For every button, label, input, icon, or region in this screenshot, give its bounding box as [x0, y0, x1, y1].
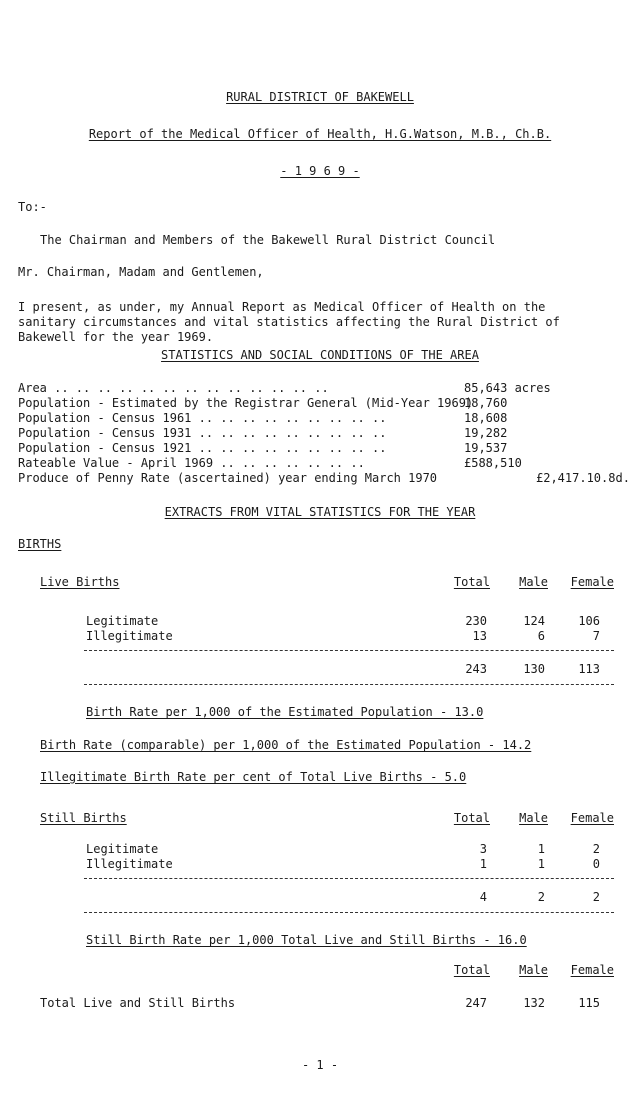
live-sum-female: 113 — [578, 662, 600, 676]
stat-label-area: Area .. .. .. .. .. .. .. .. .. .. .. .. .. — [18, 381, 329, 395]
live-rule-top — [84, 650, 614, 651]
combined-female: 115 — [578, 996, 600, 1010]
live-sum-male: 130 — [523, 662, 545, 676]
intro-line-1: I present, as under, my Annual Report as Medical Officer of Health on the — [18, 300, 546, 314]
still-sum-female: 2 — [592, 890, 600, 904]
still-row-legitimate-total: 3 — [479, 842, 487, 856]
combined-male: 132 — [523, 996, 545, 1010]
stat-value-penny-rate: £2,417.10.8d. — [536, 471, 630, 485]
still-births-label: Still Births — [40, 811, 127, 825]
still-rule-bottom — [84, 912, 614, 913]
live-row-illegitimate-label: Illegitimate — [86, 629, 173, 643]
still-row-illegitimate-female: 0 — [592, 857, 600, 871]
illegitimate-birth-rate: Illegitimate Birth Rate per cent of Total Live Births - 5.0 — [40, 770, 467, 784]
stat-value-area: 85,643 acres — [464, 381, 551, 395]
live-row-illegitimate-female: 7 — [592, 629, 600, 643]
combined-total: 247 — [465, 996, 487, 1010]
stat-label-census-1931: Population - Census 1931 .. .. .. .. .. .. .. .. .. — [18, 426, 387, 440]
extracts-heading: EXTRACTS FROM VITAL STATISTICS FOR THE YEAR — [164, 505, 476, 519]
page-number: - 1 - — [301, 1058, 339, 1072]
document-title: RURAL DISTRICT OF BAKEWELL — [226, 90, 414, 104]
stat-label-population-estimated: Population - Estimated by the Registrar General (Mid-Year 1969) — [18, 396, 474, 410]
still-row-illegitimate-label: Illegitimate — [86, 857, 173, 871]
live-row-legitimate-female: 106 — [578, 614, 600, 628]
stat-value-population-estimated: 18,760 — [464, 396, 508, 410]
salutation: Mr. Chairman, Madam and Gentlemen, — [18, 265, 264, 279]
still-sum-male: 2 — [537, 890, 545, 904]
live-row-legitimate-label: Legitimate — [86, 614, 159, 628]
live-rule-bottom — [84, 684, 614, 685]
birth-rate-comparable: Birth Rate (comparable) per 1,000 of the Estimated Population - 14.2 — [40, 738, 532, 752]
live-col-female: Female — [570, 575, 614, 589]
still-row-legitimate-female: 2 — [592, 842, 600, 856]
live-col-total: Total — [453, 575, 490, 589]
statistics-heading: STATISTICS AND SOCIAL CONDITIONS OF THE AREA — [161, 348, 479, 362]
combined-col-male: Male — [519, 963, 548, 977]
combined-col-female: Female — [570, 963, 614, 977]
still-sum-total: 4 — [479, 890, 487, 904]
still-row-legitimate-label: Legitimate — [86, 842, 159, 856]
stat-label-census-1961: Population - Census 1961 .. .. .. .. .. .. .. .. .. — [18, 411, 387, 425]
still-col-total: Total — [453, 811, 490, 825]
still-row-illegitimate-male: 1 — [537, 857, 545, 871]
still-col-male: Male — [519, 811, 548, 825]
live-row-legitimate-male: 124 — [523, 614, 545, 628]
live-col-male: Male — [519, 575, 548, 589]
births-heading: BIRTHS — [18, 537, 62, 551]
stat-label-census-1921: Population - Census 1921 .. .. .. .. .. .. .. .. .. — [18, 441, 387, 455]
stat-value-census-1931: 19,282 — [464, 426, 508, 440]
still-col-female: Female — [570, 811, 614, 825]
live-sum-total: 243 — [465, 662, 487, 676]
combined-col-total: Total — [453, 963, 490, 977]
report-year: - 1 9 6 9 - — [280, 164, 360, 178]
live-births-label: Live Births — [40, 575, 120, 589]
live-row-legitimate-total: 230 — [465, 614, 487, 628]
addressee: The Chairman and Members of the Bakewell Rural District Council — [40, 233, 496, 247]
stat-value-rateable-value: £588,510 — [464, 456, 522, 470]
stat-label-penny-rate: Produce of Penny Rate (ascertained) year ending March 1970 — [18, 471, 438, 485]
to-label: To:- — [18, 200, 47, 214]
combined-label: Total Live and Still Births — [40, 996, 236, 1010]
stat-value-census-1921: 19,537 — [464, 441, 508, 455]
still-row-illegitimate-total: 1 — [479, 857, 487, 871]
still-row-legitimate-male: 1 — [537, 842, 545, 856]
intro-line-2: sanitary circumstances and vital statistics affecting the Rural District of — [18, 315, 560, 329]
stat-label-rateable-value: Rateable Value - April 1969 .. .. .. .. .. .. .. — [18, 456, 365, 470]
live-row-illegitimate-total: 13 — [472, 629, 487, 643]
stat-value-census-1961: 18,608 — [464, 411, 508, 425]
live-row-illegitimate-male: 6 — [537, 629, 545, 643]
still-birth-rate: Still Birth Rate per 1,000 Total Live and Still Births - 16.0 — [86, 933, 527, 947]
birth-rate: Birth Rate per 1,000 of the Estimated Population - 13.0 — [86, 705, 484, 719]
intro-line-3: Bakewell for the year 1969. — [18, 330, 214, 344]
report-subtitle: Report of the Medical Officer of Health, H.G.Watson, M.B., Ch.B. — [88, 127, 552, 141]
still-rule-top — [84, 878, 614, 879]
